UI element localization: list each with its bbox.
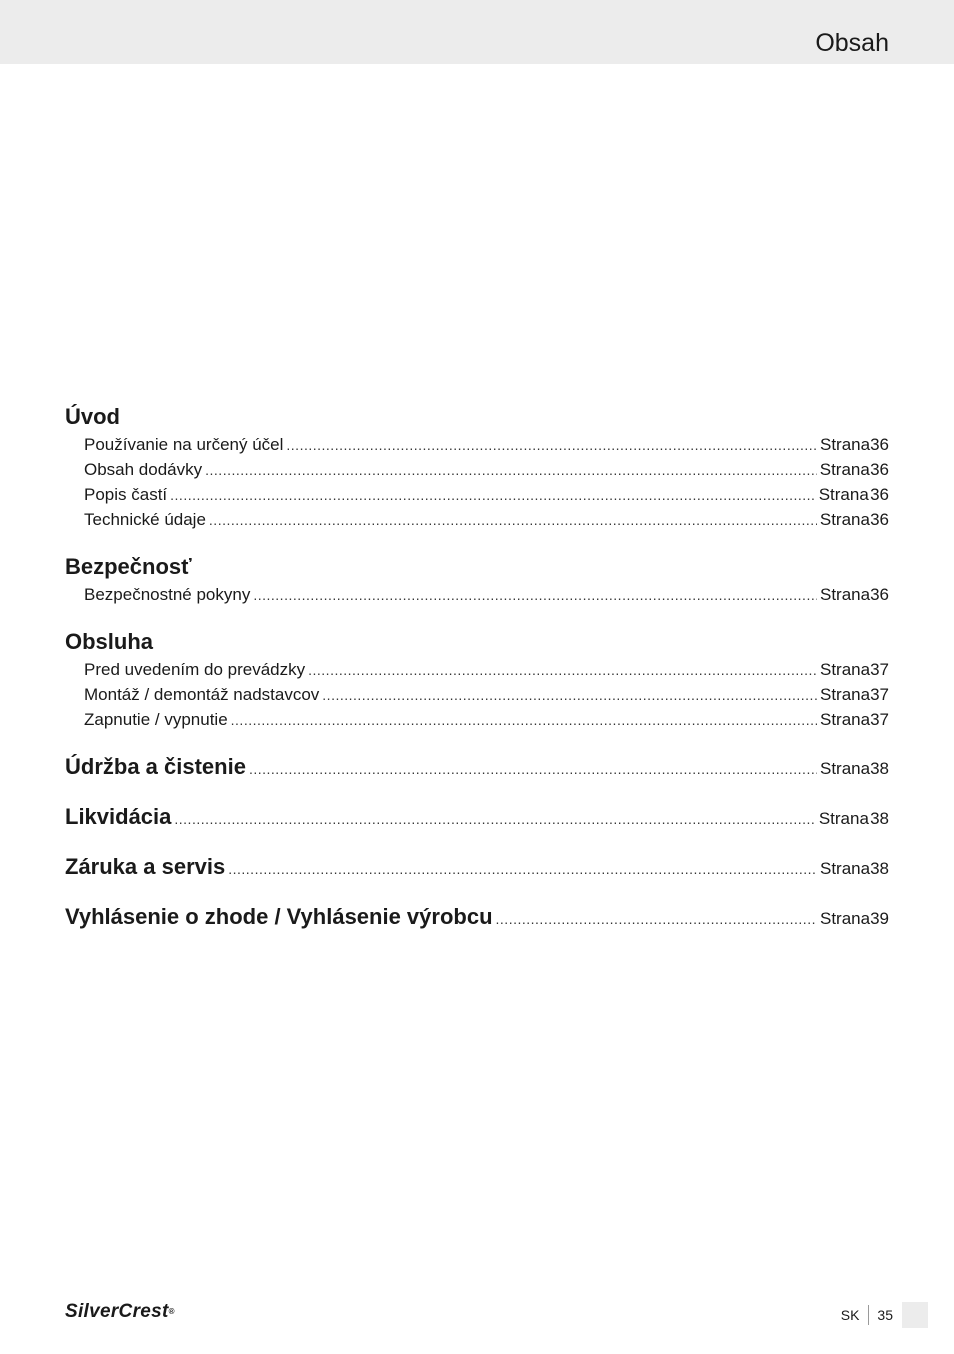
toc-page-word: Strana: [819, 460, 870, 479]
toc-entry-label: Technické údaje: [84, 510, 206, 529]
toc-page-number: 36: [870, 510, 889, 529]
dot-leader: [170, 483, 816, 508]
toc-entry[interactable]: [65, 432, 889, 457]
toc-page-word: Strana: [818, 809, 869, 828]
toc-page-word: Strana: [819, 435, 871, 454]
toc-section-udrzba: [65, 752, 889, 782]
dot-leader: [249, 754, 817, 784]
table-of-contents: [65, 402, 889, 932]
toc-entry-label: Pred uvedením do prevádzky: [84, 660, 306, 679]
page-title: Obsah: [815, 29, 889, 57]
toc-heading-entry[interactable]: [65, 852, 889, 882]
language-code: SK: [840, 1307, 860, 1323]
toc-heading-entry[interactable]: [65, 802, 889, 832]
toc-section-bezpecnost: [65, 552, 889, 607]
toc-entry[interactable]: [65, 582, 889, 607]
toc-heading-entry[interactable]: [65, 902, 889, 932]
toc-page-number: 38: [870, 809, 889, 828]
toc-section-vyhlasenie: [65, 902, 889, 932]
toc-page-word: Strana: [819, 685, 871, 704]
footer-meta: [841, 1305, 893, 1325]
dot-leader: [322, 683, 817, 708]
toc-heading-label: Likvidácia: [65, 804, 172, 829]
section-title: Obsluha: [65, 629, 154, 654]
toc-page-word: Strana: [819, 585, 871, 604]
header-band: [0, 0, 954, 64]
toc-page-number: 36: [870, 435, 889, 454]
toc-entry-label: Zapnutie / vypnutie: [84, 710, 228, 729]
dot-leader: [228, 854, 817, 884]
registered-mark: ®: [168, 1307, 175, 1316]
toc-heading-label: Údržba a čistenie: [65, 754, 246, 779]
toc-entry-label: Používanie na určený účel: [84, 435, 284, 454]
toc-page-word: Strana: [818, 485, 869, 504]
toc-entry[interactable]: [65, 707, 889, 732]
toc-page-number: 36: [870, 585, 889, 604]
toc-section-obsluha: [65, 627, 889, 732]
dot-leader: [286, 433, 817, 458]
toc-page-number: 37: [870, 685, 889, 704]
toc-page-number: 36: [870, 485, 889, 504]
toc-page-word: Strana: [819, 510, 870, 529]
toc-page-number: 36: [870, 460, 889, 479]
brand-logo-text: SilverCrest: [65, 1301, 169, 1322]
dot-leader: [308, 658, 817, 683]
toc-page-word: Strana: [819, 759, 871, 778]
toc-entry-label: Obsah dodávky: [84, 460, 203, 479]
dot-leader: [231, 708, 817, 733]
dot-leader: [209, 508, 817, 533]
toc-page-word: Strana: [819, 909, 871, 928]
toc-page-word: Strana: [819, 660, 871, 679]
brand-logo: [65, 1299, 175, 1325]
dot-leader: [253, 583, 817, 608]
dot-leader: [496, 904, 817, 934]
toc-entry[interactable]: [65, 482, 889, 507]
toc-entry-label: Montáž / demontáž nadstavcov: [84, 685, 320, 704]
toc-entry-label: Popis častí: [84, 485, 168, 504]
toc-section-uvod: [65, 402, 889, 532]
toc-page-number: 38: [870, 859, 889, 878]
toc-page-word: Strana: [819, 710, 871, 729]
section-title: Úvod: [65, 404, 120, 429]
toc-page-number: 39: [870, 909, 889, 928]
toc-page-word: Strana: [819, 859, 871, 878]
toc-entry[interactable]: [65, 682, 889, 707]
toc-page-number: 37: [870, 660, 889, 679]
toc-entry[interactable]: [65, 507, 889, 532]
toc-section-zaruka: [65, 852, 889, 882]
toc-heading-entry[interactable]: [65, 752, 889, 782]
toc-page-number: 37: [870, 710, 889, 729]
toc-section-likvidacia: [65, 802, 889, 832]
dot-leader: [174, 804, 815, 834]
toc-entry[interactable]: [65, 657, 889, 682]
toc-heading-label: Vyhlásenie o zhode / Vyhlásenie výrobcu: [65, 904, 493, 929]
toc-entry[interactable]: [65, 457, 889, 482]
page-tab-marker: [902, 1302, 928, 1328]
toc-page-number: 38: [870, 759, 889, 778]
dot-leader: [205, 458, 817, 483]
page-number: 35: [877, 1307, 893, 1323]
section-title: Bezpečnosť: [65, 554, 192, 579]
toc-heading-label: Záruka a servis: [65, 854, 226, 879]
toc-entry-label: Bezpečnostné pokyny: [84, 585, 251, 604]
